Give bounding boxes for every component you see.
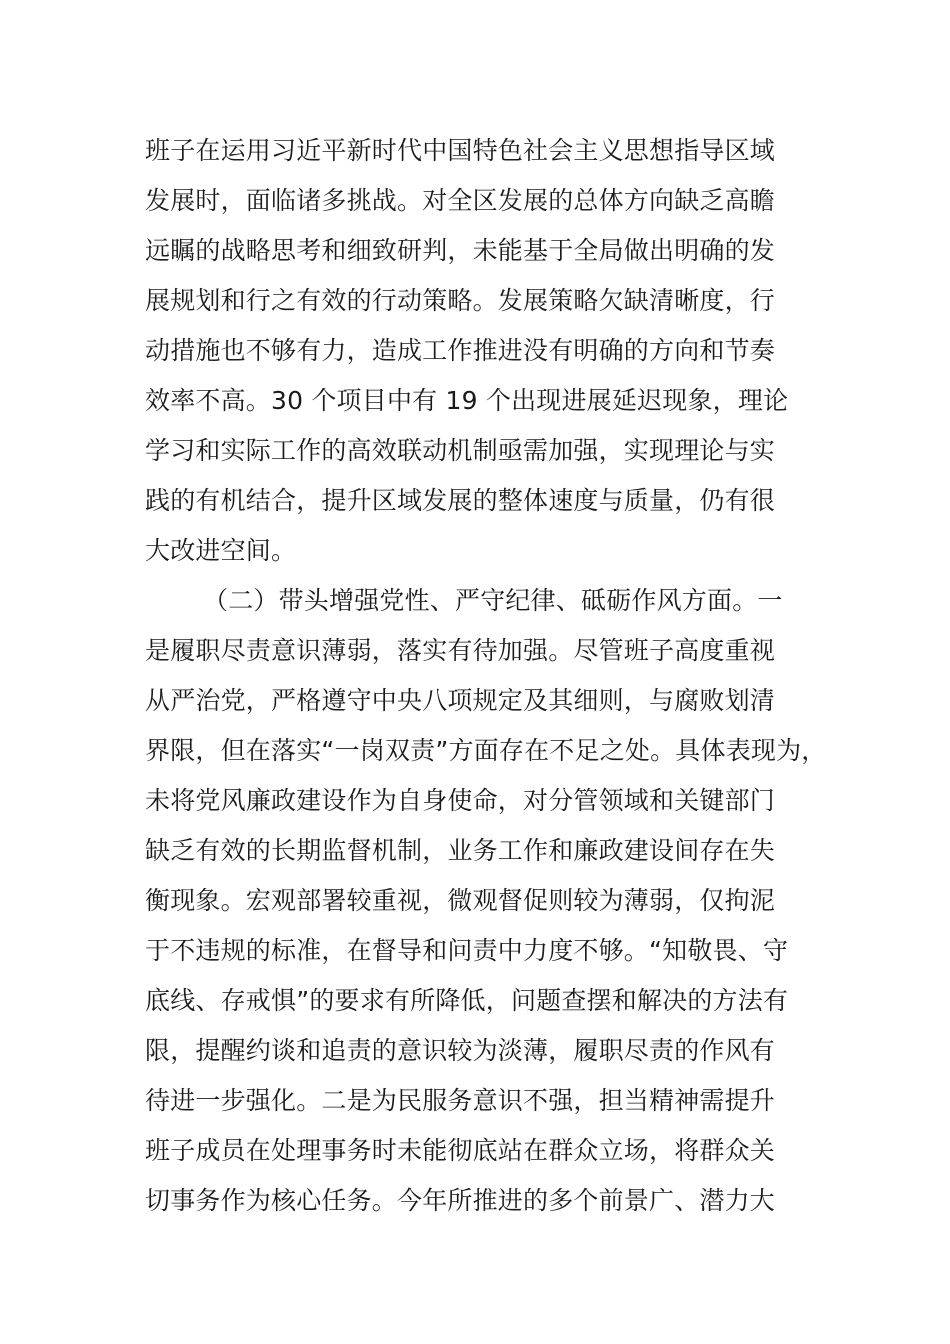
text-line: 待进一步强化。二是为民服务意识不强，担当精神需提升 — [145, 1086, 776, 1115]
text-line: 远瞩的战略思考和细致研判，未能基于全局做出明确的发 — [145, 236, 776, 265]
text-line: 发展时，面临诸多挑战。对全区发展的总体方向缺乏高瞻 — [145, 186, 776, 215]
text-line: 底线、存戒惧”的要求有所降低，问题查摆和解决的方法有 — [145, 986, 789, 1015]
section-heading-line: （二）带头增强党性、严守纪律、砥砺作风方面。一 — [203, 586, 783, 615]
text-line: 大改进空间。 — [145, 536, 297, 565]
text-line: 动措施也不够有力，造成工作推进没有明确的方向和节奏 — [145, 336, 776, 365]
text-line: 践的有机结合，提升区域发展的整体速度与质量，仍有很 — [145, 486, 776, 515]
text-line: 效率不高。30 个项目中有 19 个出现进展延迟现象，理论 — [145, 386, 789, 415]
text-line: 班子在运用习近平新时代中国特色社会主义思想指导区域 — [145, 136, 776, 165]
text-line: 缺乏有效的长期监督机制，业务工作和廉政建设间存在失 — [145, 836, 776, 865]
text-line: 学习和实际工作的高效联动机制亟需加强，实现理论与实 — [145, 436, 776, 465]
text-line: 是履职尽责意识薄弱，落实有待加强。尽管班子高度重视 — [145, 636, 776, 665]
body-text — [145, 126, 845, 1226]
text-line: 界限，但在落实“一岗双责”方面存在不足之处。具体表现为， — [145, 736, 827, 765]
text-line: 切事务作为核心任务。今年所推进的多个前景广、潜力大 — [145, 1186, 776, 1215]
text-line: 衡现象。宏观部署较重视，微观督促则较为薄弱，仅拘泥 — [145, 886, 776, 915]
text-line: 未将党风廉政建设作为自身使命，对分管领域和关键部门 — [145, 786, 776, 815]
text-line: 从严治党，严格遵守中央八项规定及其细则，与腐败划清 — [145, 686, 776, 715]
text-line: 于不违规的标准，在督导和问责中力度不够。“知敬畏、守 — [145, 936, 789, 965]
text-line: 展规划和行之有效的行动策略。发展策略欠缺清晰度，行 — [145, 286, 776, 315]
text-line: 班子成员在处理事务时未能彻底站在群众立场，将群众关 — [145, 1136, 776, 1165]
text-line: 限，提醒约谈和追责的意识较为淡薄，履职尽责的作风有 — [145, 1036, 776, 1065]
